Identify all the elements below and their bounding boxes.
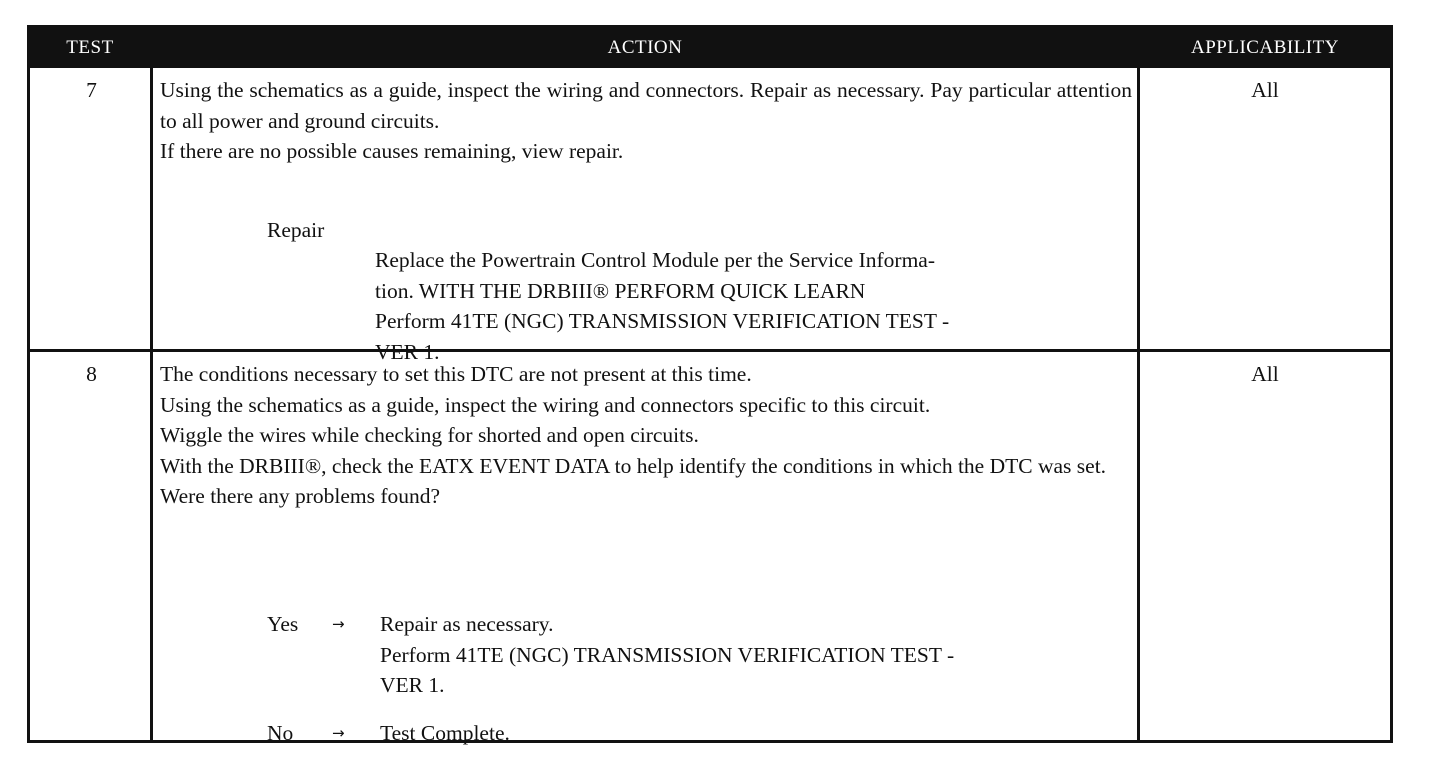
- test-number: 8: [86, 362, 97, 386]
- action-text: With the DRBIII®, check the EATX EVENT DATA to help identify the conditions in which the DTC was set.: [160, 453, 1107, 478]
- repair-line: tion. WITH THE DRBIII® PERFORM QUICK LEARN: [375, 278, 866, 303]
- yes-label: Yes: [267, 612, 299, 636]
- action-text: Using the schematics as a guide, inspect the wiring and connectors specific to this circuit.: [160, 392, 931, 417]
- action-text: Were there any problems found?: [160, 484, 441, 508]
- table-header: [30, 28, 1390, 68]
- table-row: [30, 68, 1390, 350]
- right-arrow-icon: →: [332, 724, 345, 742]
- action-cell: [160, 75, 1132, 167]
- yes-line: Repair as necessary.: [380, 612, 554, 636]
- right-arrow-icon: →: [332, 615, 345, 633]
- diagnostic-procedure-table: [27, 25, 1393, 743]
- no-line: Test Complete.: [380, 721, 510, 745]
- header-action: ACTION: [607, 37, 683, 58]
- yes-instructions: [380, 609, 1135, 701]
- applicability-value: All: [1251, 78, 1279, 102]
- repair-line: Perform 41TE (NGC) TRANSMISSION VERIFICATION TEST -: [375, 309, 950, 333]
- yes-line: Perform 41TE (NGC) TRANSMISSION VERIFICATION TEST -: [380, 642, 955, 667]
- action-text: Wiggle the wires while checking for shorted and open circuits.: [160, 423, 699, 447]
- yes-line: VER 1.: [380, 673, 445, 697]
- no-instructions: [380, 718, 1135, 749]
- repair-line: Replace the Powertrain Control Module per the Service Informa-: [375, 248, 936, 272]
- table-row: [30, 352, 1390, 745]
- action-cell: [160, 359, 1132, 512]
- action-text: Using the schematics as a guide, inspect the wiring and connectors. Repair as necessary. Pay particular attention to all power and ground circuits.: [160, 78, 1132, 133]
- header-test: TEST: [66, 37, 114, 58]
- no-label: No: [267, 721, 294, 745]
- repair-label: Repair: [267, 218, 325, 242]
- test-number: 7: [86, 78, 97, 102]
- action-text: The conditions necessary to set this DTC are not present at this time.: [160, 362, 752, 386]
- action-text: If there are no possible causes remaining, view repair.: [160, 139, 624, 163]
- applicability-value: All: [1251, 362, 1279, 386]
- header-applicability: APPLICABILITY: [1191, 37, 1339, 58]
